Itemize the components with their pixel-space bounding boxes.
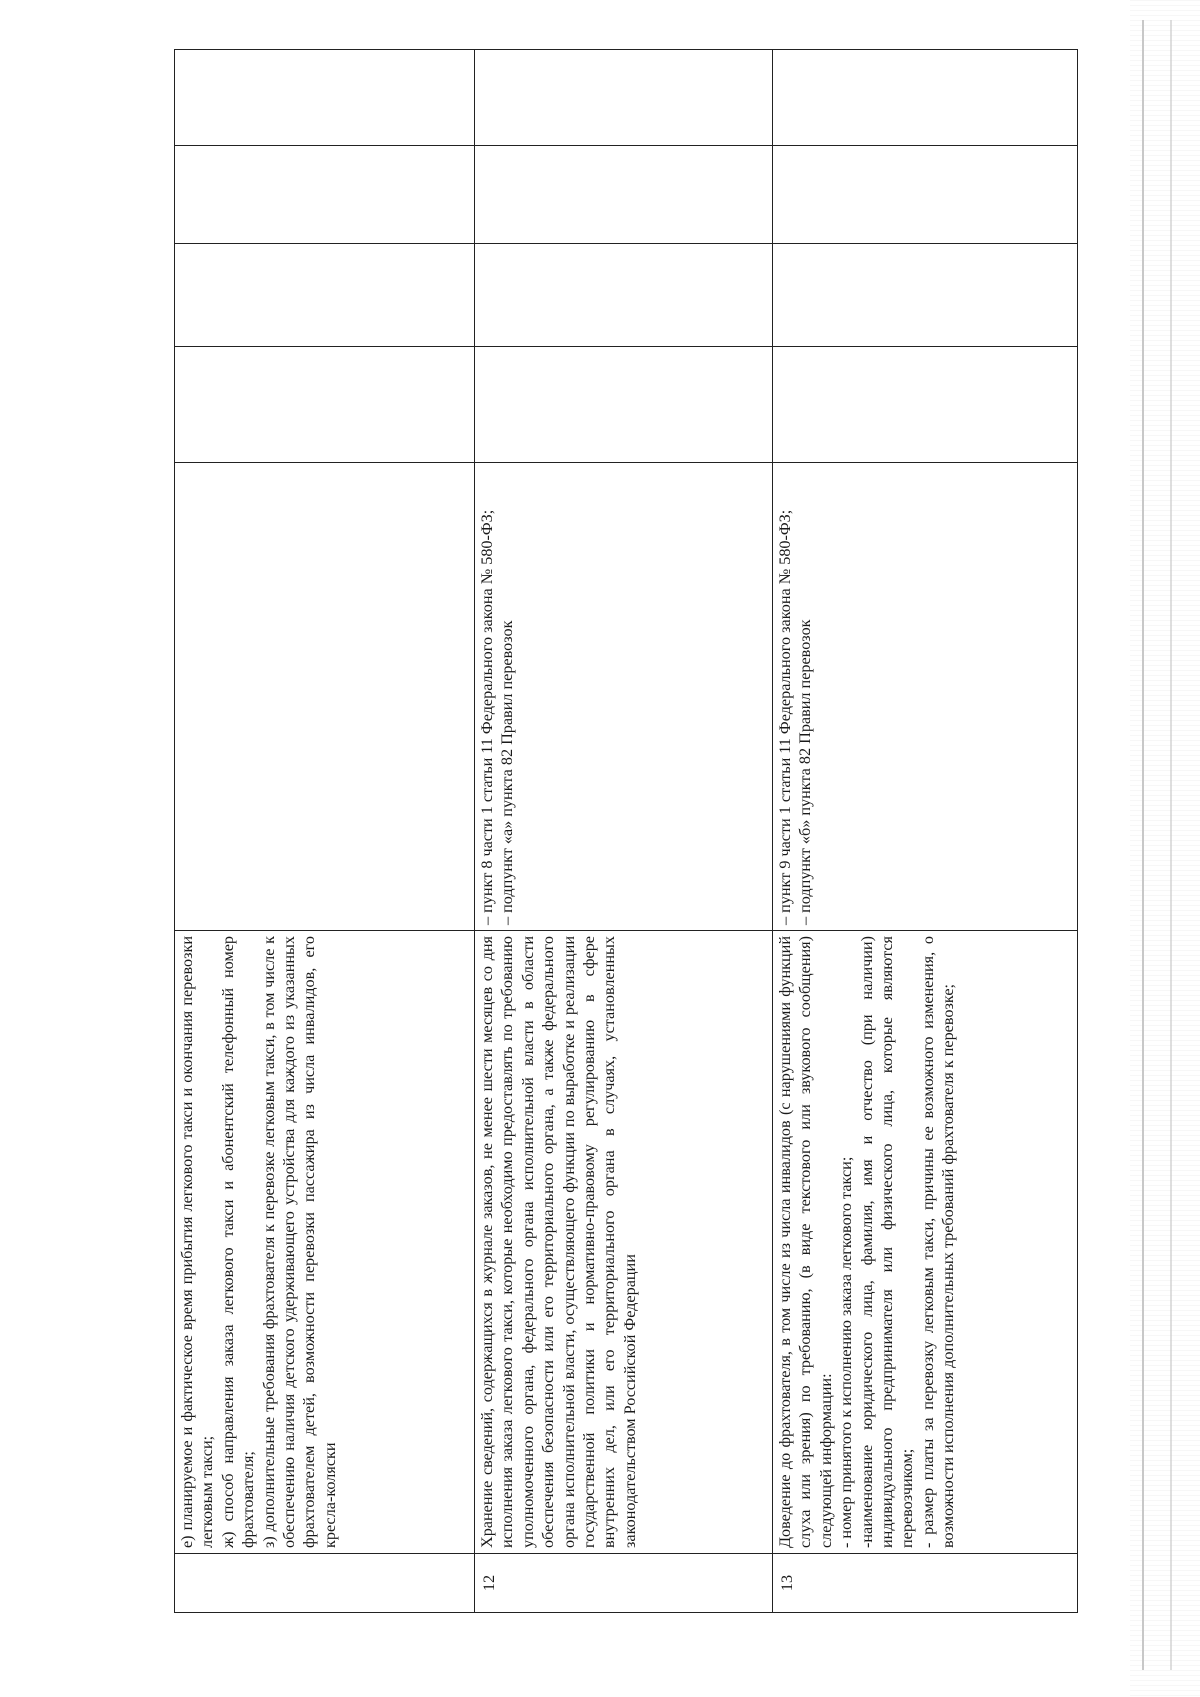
requirement-line: - номер принятого к исполнению заказа легкового такси; <box>837 1156 856 1548</box>
requirement-line: з) дополнительные требования фрахтователя к перевозке легковым такси, в том числе к обеспечению наличия детского удерживающего устройства для каждого из указанных фрахтователем детей, возможности перевозки пассажира из числа инвалидов, его кресла-коляски <box>259 936 339 1548</box>
answer-cell <box>175 347 475 463</box>
answer-cell <box>475 50 773 146</box>
row-number: 12 <box>475 1554 773 1613</box>
row-number <box>175 1554 475 1613</box>
answer-cell <box>773 50 1078 146</box>
requirement-line: - размер платы за перевозку легковым такси, причины ее возможного изменения, о возможности исполнения дополнительных требований фрахтователя к перевозке; <box>918 936 958 1548</box>
legal-basis-cell <box>475 463 773 931</box>
requirement-cell <box>773 931 1078 1554</box>
scan-mark <box>1142 20 1144 1670</box>
legal-basis-item: – подпункт «б» пункта 82 Правил перевозок <box>796 619 815 925</box>
legal-basis-item: – подпункт «а» пункта 82 Правил перевозок <box>498 620 517 925</box>
requirement-line: Доведение до фрахтователя, в том числе из числа инвалидов (с нарушениями функций слуха или зрения) по требованию, (в виде текстового или звукового сообщения) следующей информации: <box>776 936 835 1548</box>
requirement-line: -наименование юридического лица, фамилия, имя и отчество (при наличии) индивидуального предпринимателя или физического лица, которые являются перевозчиком; <box>857 936 917 1548</box>
answer-cell <box>773 146 1078 244</box>
scan-mark <box>1170 20 1172 1670</box>
legal-basis-cell <box>175 463 475 931</box>
answer-cell <box>175 244 475 347</box>
answer-cell <box>475 146 773 244</box>
table-row <box>175 50 475 1613</box>
checklist-table <box>174 49 1078 1613</box>
requirement-line: Хранение сведений, содержащихся в журнале заказов, не менее шести месяцев со дня исполнения заказа легкового такси, которые необходимо предоставлять по требованию уполномоченного органа, федерального органа исполнительной власти в области обеспечения безопасности или его территориального органа, а также федерального органа исполнительной власти, осуществляющего функции по выработке и реализации государственной политики и нормативно-правовому регулированию в сфере внутренних дел, или его территориального органа в случаях, установленных законодательством Российской Федерации <box>478 936 639 1548</box>
requirement-cell <box>475 931 773 1554</box>
legal-basis-cell <box>773 463 1078 931</box>
legal-basis-item: – пункт 9 части 1 статьи 11 Федерального закона № 580-ФЗ; <box>776 509 794 925</box>
rotated-table-container <box>174 50 1077 1613</box>
requirement-line: ж) способ направления заказа легкового такси и абонентский телефонный номер фрахтователя; <box>218 936 258 1548</box>
answer-cell <box>175 50 475 146</box>
legal-basis-item: – пункт 8 части 1 статьи 11 Федерального закона № 580-ФЗ; <box>478 509 496 925</box>
answer-cell <box>475 347 773 463</box>
requirement-cell <box>175 931 475 1554</box>
row-number: 13 <box>773 1554 1078 1613</box>
requirement-line: е) планируемое и фактическое время прибытия легкового такси и окончания перевозки легковым такси; <box>178 936 217 1548</box>
answer-cell <box>175 146 475 244</box>
answer-cell <box>773 244 1078 347</box>
table-row <box>475 50 773 1613</box>
table-row <box>773 50 1078 1613</box>
scan-edge-artifact <box>1130 0 1200 1697</box>
answer-cell <box>475 244 773 347</box>
answer-cell <box>773 347 1078 463</box>
